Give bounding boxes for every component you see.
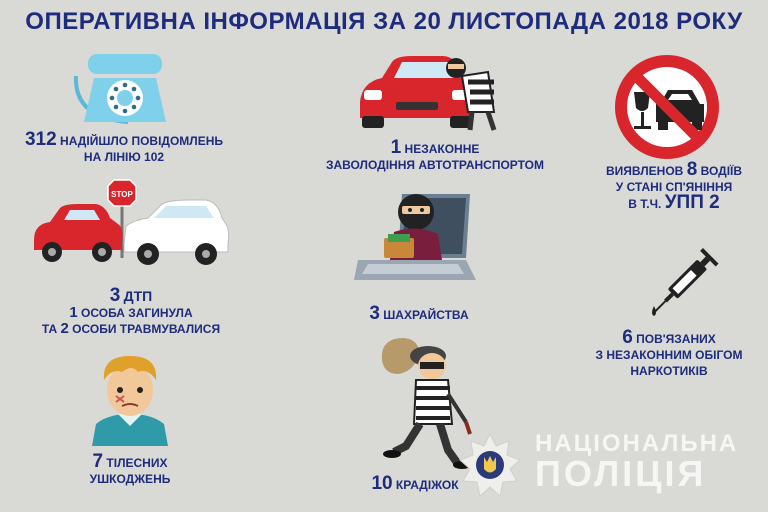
drugs-line3: НАРКОТИКІВ: [630, 364, 708, 378]
drunk-number: 8: [686, 159, 698, 180]
calls-line2: НА ЛІНІЮ 102: [83, 150, 165, 164]
watermark: [535, 432, 738, 492]
fraud-label: ШАХРАЙСТВА: [383, 308, 469, 322]
drugs-caption: [584, 327, 754, 379]
thefts-label: КРАДІЖОК: [395, 478, 459, 492]
calls-line1: НАДІЙШЛО ПОВІДОМЛЕНЬ: [60, 134, 224, 148]
drunk-post: ВОДІЇВ: [700, 164, 743, 178]
accidents-line2: ОСОБА ЗАГИНУЛА: [81, 306, 193, 320]
drunk-pre: ВИЯВЛЕНОВ: [605, 164, 684, 178]
fraud-number: 3: [369, 303, 380, 324]
vehicle-theft-line2: ЗАВОЛОДІННЯ АВТОТРАНСПОРТОМ: [325, 158, 545, 172]
fraud-caption: [344, 303, 494, 324]
vehicle-theft-caption: [290, 137, 580, 173]
drunk-line3-pre: В Т.Ч.: [628, 197, 662, 211]
drugs-number: 6: [622, 327, 633, 348]
injuries-number: 7: [92, 451, 104, 472]
vehicle-theft-line1: НЕЗАКОННЕ: [404, 142, 480, 156]
no-drunk-driving-icon: [612, 52, 722, 162]
calls-number: 312: [24, 129, 57, 150]
accidents-line3-num: 2: [60, 320, 69, 337]
police-badge-icon: [458, 432, 522, 498]
injured-boy-icon: [92, 350, 168, 446]
page-title: ОПЕРАТИВНА ІНФОРМАЦІЯ ЗА 20 ЛИСТОПАДА 2018 РОКУ: [25, 8, 743, 35]
car-thief-icon: [352, 50, 512, 132]
car-crash-icon: [30, 178, 230, 273]
injuries-caption: [60, 451, 200, 487]
accidents-number: 3: [109, 285, 121, 306]
drunk-line2: У СТАНІ СП'ЯНІННЯ: [615, 180, 733, 194]
accidents-line3: ОСОБИ ТРАВМУВАЛИСЯ: [72, 322, 221, 336]
drugs-line2: З НЕЗАКОННИМ ОБІГОМ: [595, 348, 743, 362]
watermark-line1: НАЦІОНАЛЬНА: [535, 430, 739, 457]
injuries-line2: УШКОДЖЕНЬ: [89, 472, 171, 486]
vehicle-theft-number: 1: [390, 137, 402, 158]
stop-sign-text: STOP: [111, 190, 133, 199]
laptop-fraud-icon: [354, 190, 476, 286]
accidents-line2-num: 1: [69, 304, 78, 321]
injuries-label: ТІЛЕСНИХ: [106, 456, 168, 470]
thefts-caption: [360, 473, 470, 494]
accidents-label: ДТП: [123, 288, 153, 304]
drunk-drivers-caption: [596, 159, 752, 213]
syringe-icon: [646, 244, 726, 320]
thefts-number: 10: [371, 473, 393, 494]
accidents-caption: [16, 285, 246, 337]
drugs-label: ПОВ'ЯЗАНИХ: [636, 332, 716, 346]
watermark-line2: ПОЛІЦІЯ: [535, 453, 707, 494]
accidents-line3-pre: ТА: [41, 322, 58, 336]
phone-icon: [58, 48, 168, 130]
drunk-line3-big: УПП 2: [664, 192, 720, 213]
calls-caption: [14, 129, 234, 165]
